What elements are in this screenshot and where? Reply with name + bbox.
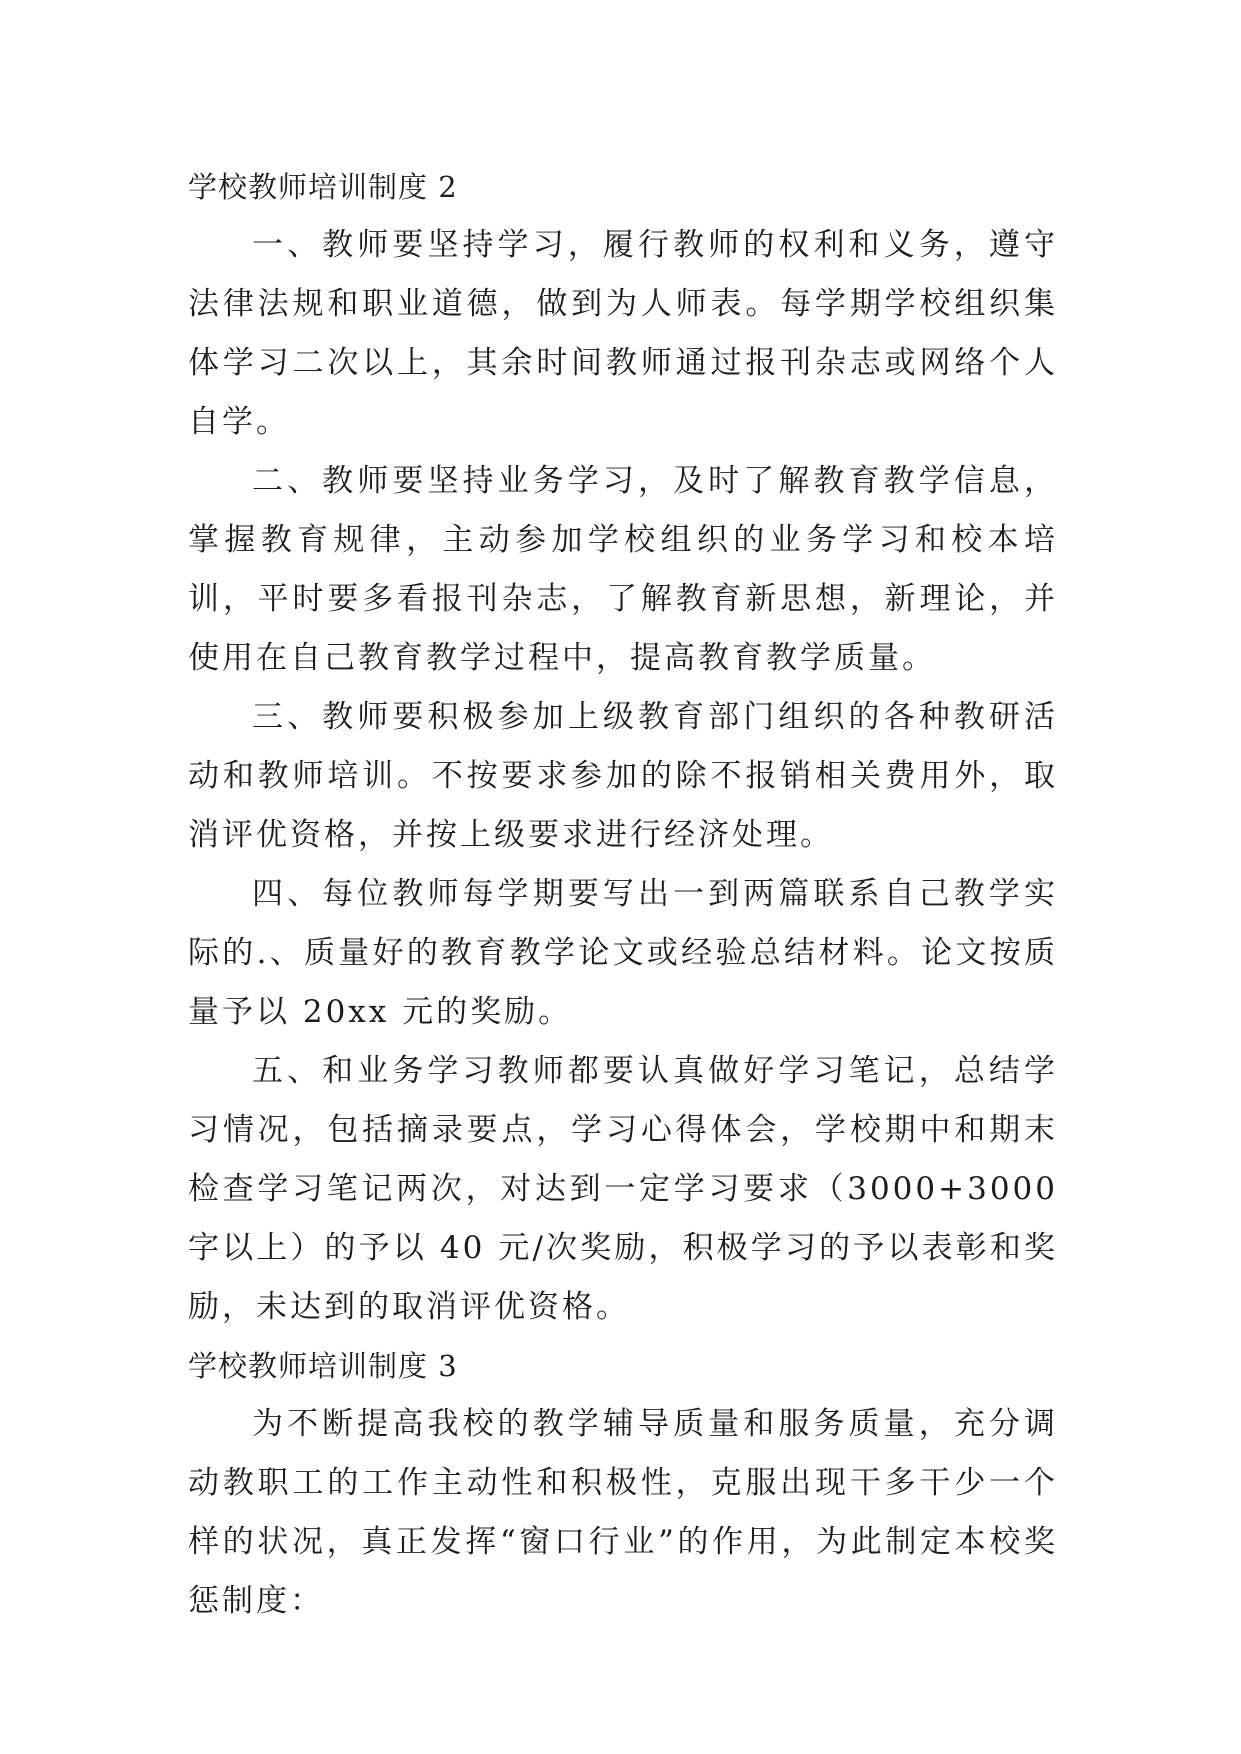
document-body [188, 158, 1058, 1631]
section-2-paragraph-2: 二、教师要坚持业务学习，及时了解教育教学信息，掌握教育规律，主动参加学校组织的业务学习和校本培训，平时要多看报刊杂志，了解教育新思想，新理论，并使用在自己教育教学过程中，提高教育教学质量。 [188, 463, 1058, 676]
section-2-title: 学校教师培训制度 2 [188, 170, 458, 204]
section-3-paragraph-1: 为不断提高我校的教学辅导质量和服务质量，充分调动教职工的工作主动性和积极性，克服出现干多干少一个样的状况，真正发挥“窗口行业”的作用，为此制定本校奖惩制度： [188, 1406, 1058, 1619]
section-2-paragraph-5: 五、和业务学习教师都要认真做好学习笔记，总结学习情况，包括摘录要点，学习心得体会，学校期中和期末检查学习笔记两次，对达到一定学习要求（3000+3000 字以上）的予以 40 元/次奖励，积极学习的予以表彰和奖励，未达到的取消评优资格。 [188, 1053, 1058, 1325]
section-3-title: 学校教师培训制度 3 [188, 1349, 458, 1383]
section-2-paragraph-3: 三、教师要积极参加上级教育部门组织的各种教研活动和教师培训。不按要求参加的除不报销相关费用外，取消评优资格，并按上级要求进行经济处理。 [188, 699, 1058, 853]
section-2-paragraph-1: 一、教师要坚持学习，履行教师的权利和义务，遵守法律法规和职业道德，做到为人师表。每学期学校组织集体学习二次以上，其余时间教师通过报刊杂志或网络个人自学。 [188, 227, 1058, 440]
section-2-paragraph-4: 四、每位教师每学期要写出一到两篇联系自己教学实际的.、质量好的教育教学论文或经验总结材料。论文按质量予以 20xx 元的奖励。 [188, 876, 1058, 1030]
